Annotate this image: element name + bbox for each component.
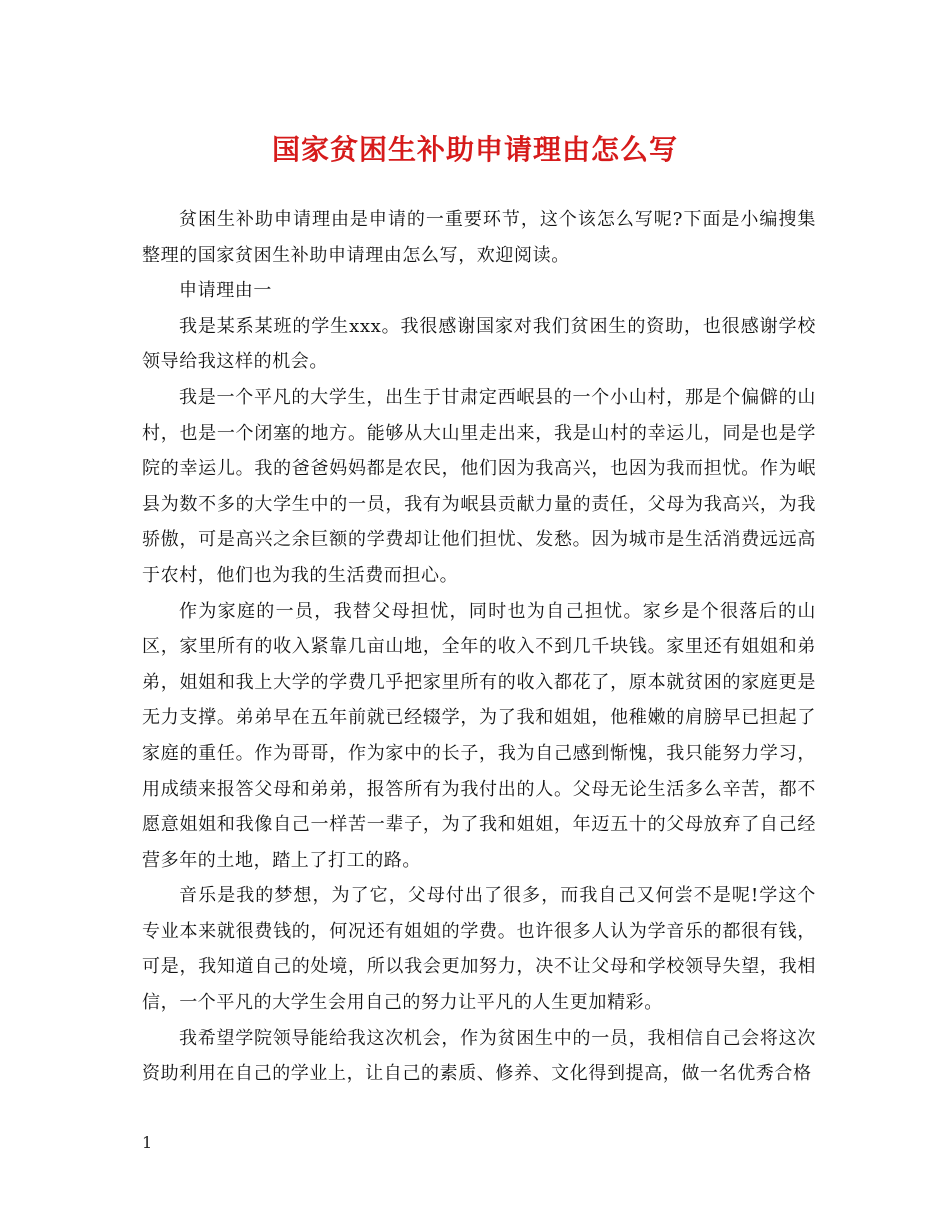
page-number: 1 xyxy=(142,1133,153,1152)
paragraph: 音乐是我的梦想，为了它，父母付出了很多，而我自己又何尝不是呢!学这个专业本来就很费钱的，何况还有姐姐的学费。也许很多人认为学音乐的都很有钱，可是，我知道自己的处境，所以我会更加努力，决不让父母和学校领导失望，我相信，一个平凡的大学生会用自己的努力让平凡的人生更加精彩。 xyxy=(142,885,816,1014)
document-body xyxy=(142,202,816,1092)
paragraph: 我是一个平凡的大学生，出生于甘肃定西岷县的一个小山村，那是个偏僻的山村，也是一个闭塞的地方。能够从大山里走出来，我是山村的幸运儿，同是也是学院的幸运儿。我的爸爸妈妈都是农民，他们因为我高兴，也因为我而担忧。作为岷县为数不多的大学生中的一员，我有为岷县贡献力量的责任，父母为我高兴，为我骄傲，可是高兴之余巨额的学费却让他们担忧、发愁。因为城市是生活消费远远高于农村，他们也为我的生活费而担心。 xyxy=(142,386,816,586)
paragraph: 我是某系某班的学生xxx。我很感谢国家对我们贫困生的资助，也很感谢学校领导给我这样的机会。 xyxy=(142,315,816,373)
paragraph: 作为家庭的一员，我替父母担忧，同时也为自己担忧。家乡是个很落后的山区，家里所有的收入紧靠几亩山地，全年的收入不到几千块钱。家里还有姐姐和弟弟，姐姐和我上大学的学费几乎把家里所有的收入都花了，原本就贫困的家庭更是无力支撑。弟弟早在五年前就已经辍学，为了我和姐姐，他稚嫩的肩膀早已担起了家庭的重任。作为哥哥，作为家中的长子，我为自己感到惭愧，我只能努力学习，用成绩来报答父母和弟弟，报答所有为我付出的人。父母无论生活多么辛苦，都不愿意姐姐和我像自己一样苦一辈子，为了我和姐姐，年迈五十的父母放弃了自己经营多年的土地，踏上了打工的路。 xyxy=(142,600,816,871)
section-heading: 申请理由一 xyxy=(179,280,272,302)
paragraph-intro: 贫困生补助申请理由是申请的一重要环节，这个该怎么写呢?下面是小编搜集整理的国家贫困生补助申请理由怎么写，欢迎阅读。 xyxy=(142,209,816,266)
document-title: 国家贫困生补助申请理由怎么写 xyxy=(271,133,678,166)
paragraph: 我希望学院领导能给我这次机会，作为贫困生中的一员，我相信自己会将这次资助利用在自己的学业上，让自己的素质、修养、文化得到提高，做一名优秀合格 xyxy=(142,1027,816,1085)
